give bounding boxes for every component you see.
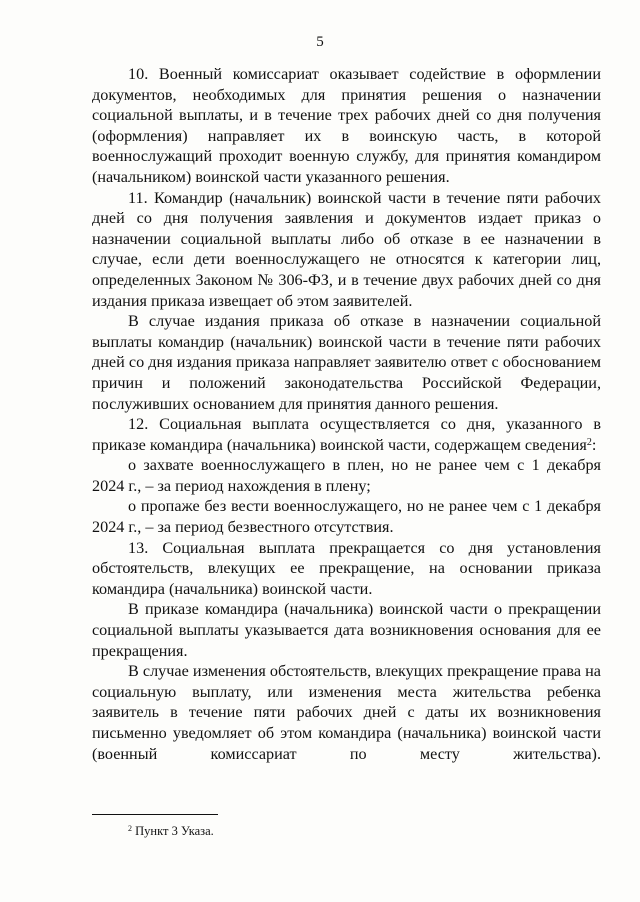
page-number: 5 — [316, 34, 324, 50]
paragraph-11-refusal: В случае издания приказа об отказе в назначении социальной выплаты командир (начальник) воинской части в течение пяти рабочих дней со дня издания приказа направляет заявителю ответ с обоснованием причин и положений законодательства Российской Федерации, послуживших основанием для принятия данного решения. — [92, 312, 601, 413]
footnote-text: Пункт 3 Указа. — [132, 824, 214, 838]
footnote — [128, 824, 214, 839]
paragraph-12-missing: о пропаже без вести военнослужащего, но не ранее чем с 1 декабря 2024 г., – за период безвестного отсутствия. — [92, 497, 601, 537]
paragraph-10: 10. Военный комиссариат оказывает содействие в оформлении документов, необходимых для принятия решения о назначении социальной выплаты, и в течение трех рабочих дней со дня получения (оформления) направляет их в воинскую часть, в которой военнослужащий проходит военную службу, для принятия командиром (начальником) воинской части указанного решения. — [92, 65, 601, 186]
paragraph-11: 11. Командир (начальник) воинской части в течение пяти рабочих дней со дня получения заявления и документов издает приказ о назначении социальной выплаты либо об отказе в ее назначении в случае, если дети военнослужащего не относятся к категории лиц, определенных Законом № 306-ФЗ, и в течение двух рабочих дней со дня издания приказа извещает об этом заявителей. — [92, 188, 601, 310]
footnote-mark: 2 — [128, 824, 132, 833]
paragraph-12-captivity: о захвате военнослужащего в плен, но не ранее чем с 1 декабря 2024 г., – за период нахождения в плену; — [92, 456, 601, 495]
footnote-ref-2[interactable]: 2 — [586, 436, 592, 448]
paragraph-12 — [92, 414, 601, 455]
paragraph-12-colon: : — [591, 435, 597, 454]
document-body — [92, 64, 601, 764]
footnote-separator — [92, 814, 218, 815]
paragraph-12-text: 12. Социальная выплата осуществляется со дня, указанного в приказе командира (начальника) воинской части, содержащем сведения — [92, 415, 601, 454]
paragraph-13: 13. Социальная выплата прекращается со дня установления обстоятельств, влекущих ее прекращение, на основании приказа командира (начальника) воинской части. — [92, 538, 601, 598]
paragraph-13-changes: В случае изменения обстоятельств, влекущих прекращение права на социальную выплату, или изменения места жительства ребенка заявитель в течение пяти рабочих дней с даты их возникновения письменно уведомляет об этом командира (начальника) воинской части (военный комиссариат по месту жительства). — [92, 662, 601, 763]
paragraph-13-order: В приказе командира (начальника) воинской части о прекращении социальной выплаты указывается дата возникновения основания для ее прекращения. — [92, 600, 601, 660]
